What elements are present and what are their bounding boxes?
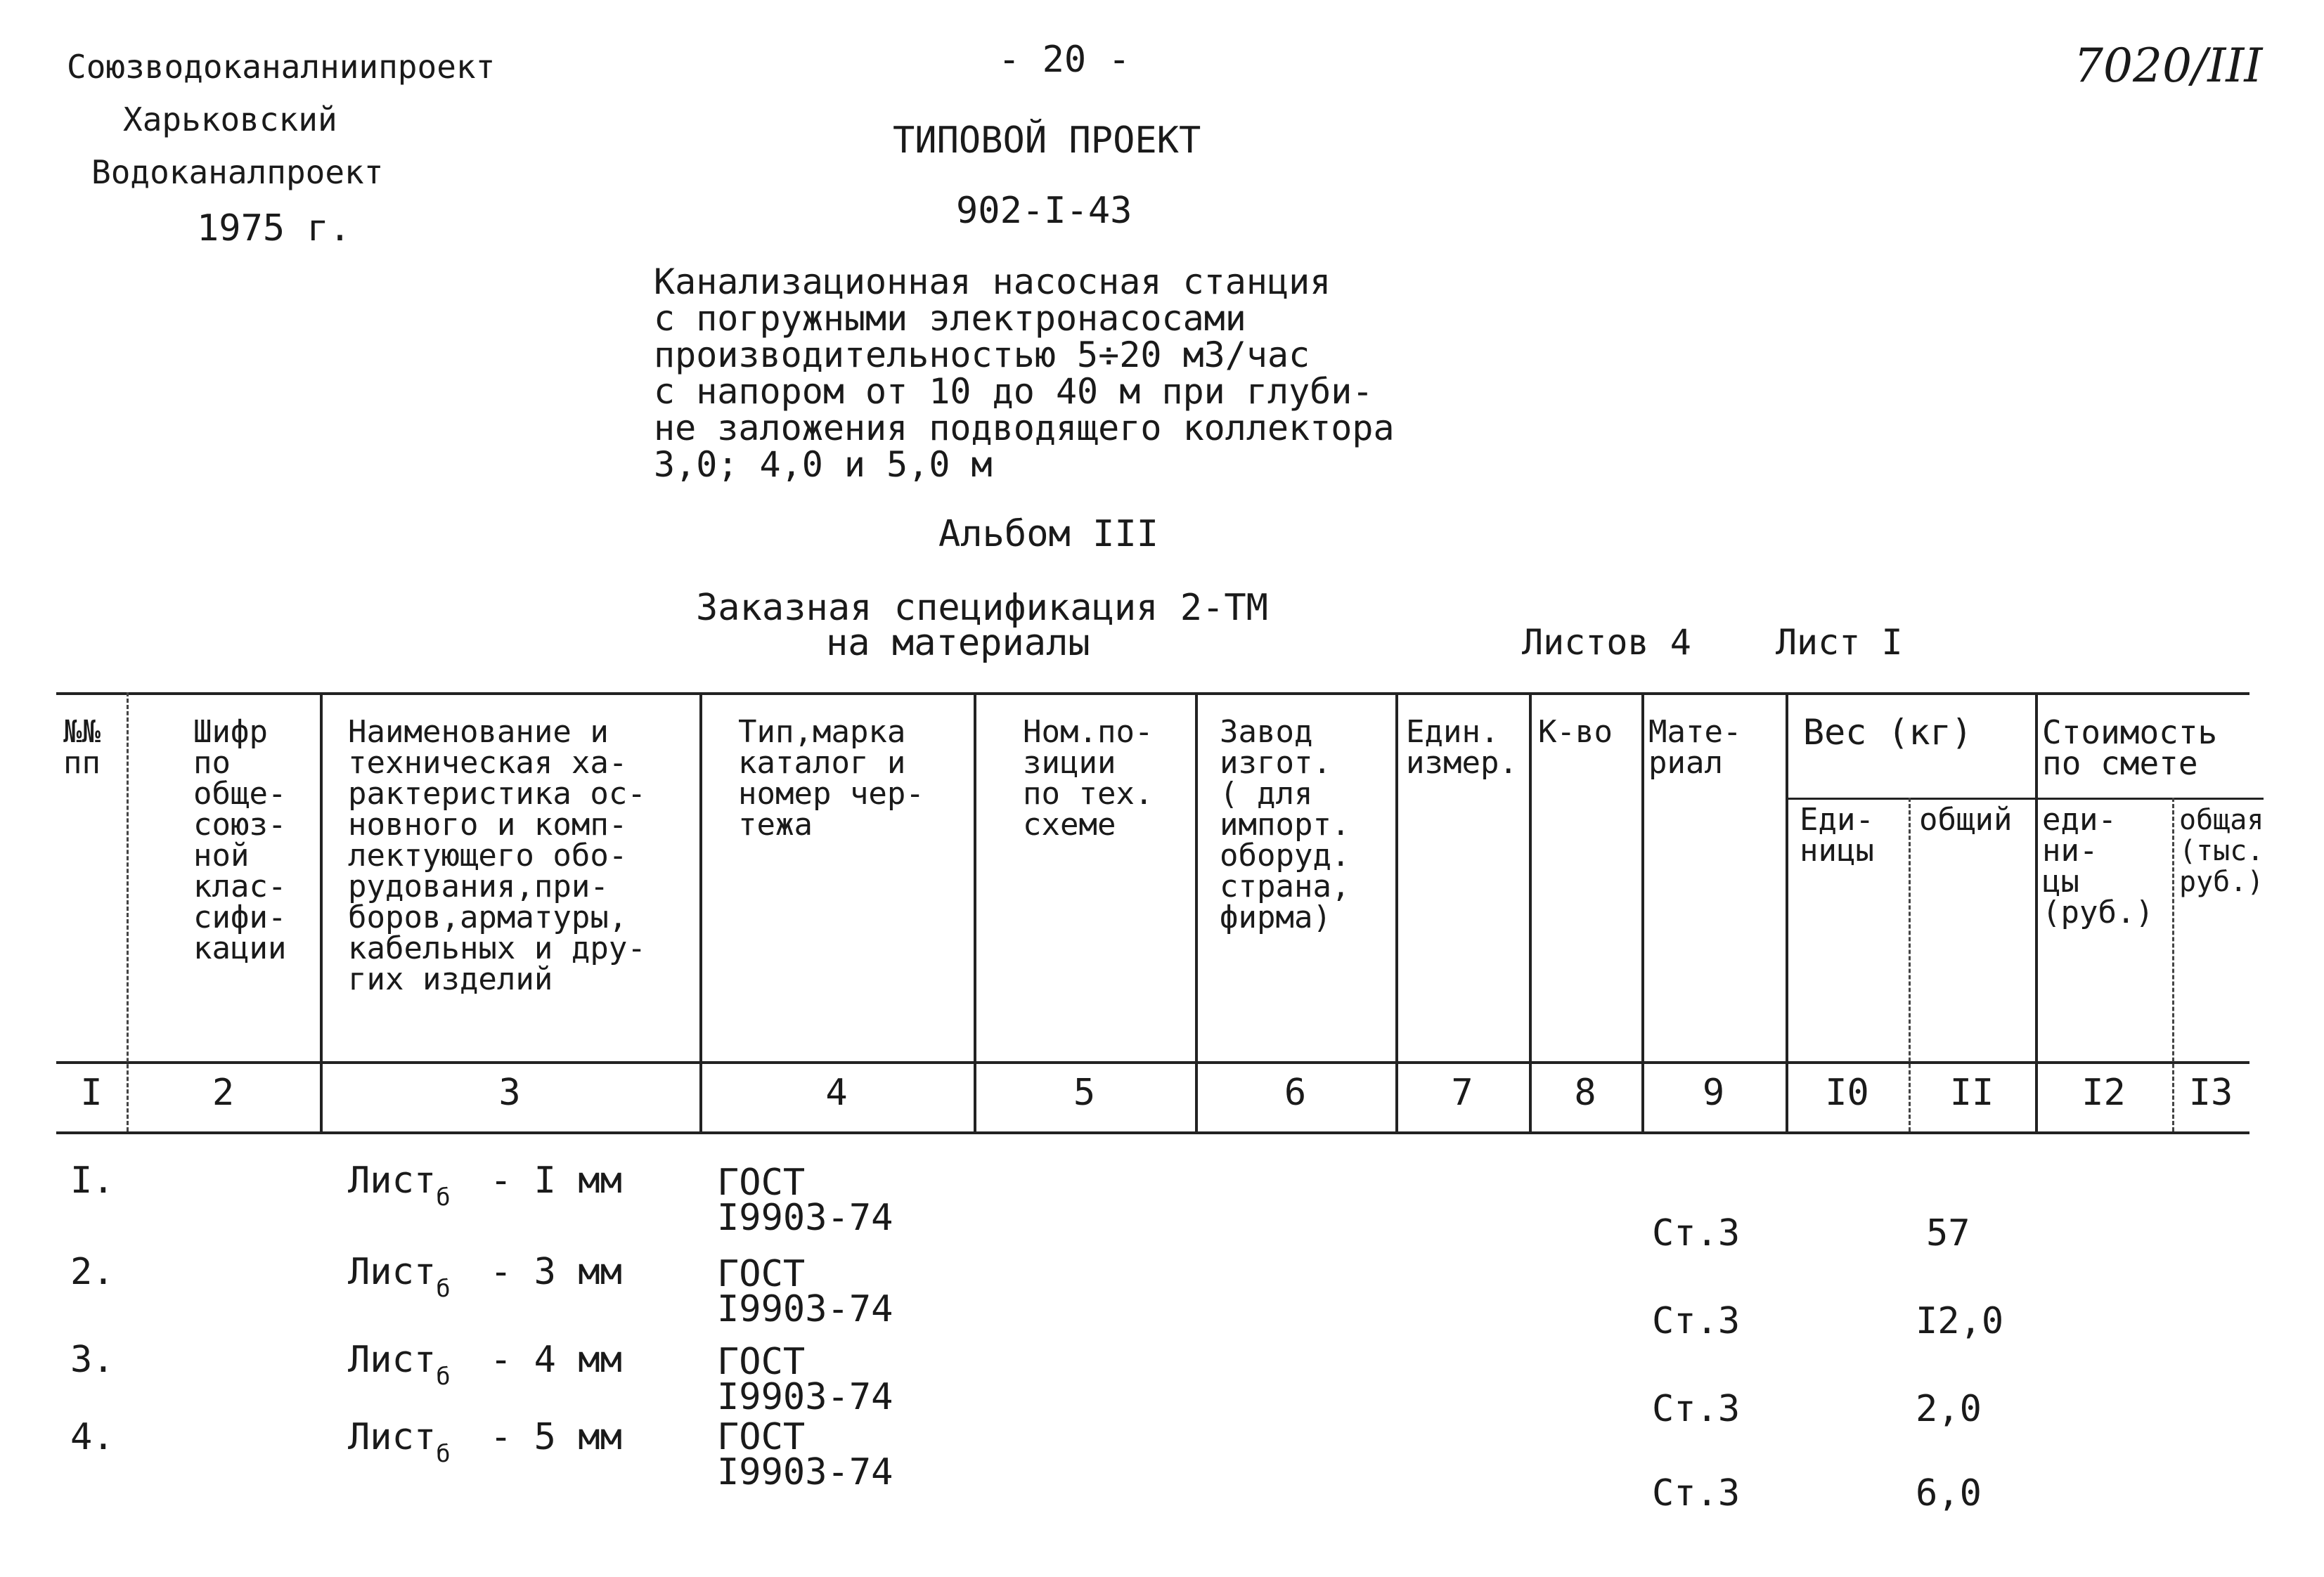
- page-number: - 20 -: [998, 39, 1130, 81]
- header-col-10: Еди- ницы: [1800, 802, 1874, 869]
- org-name-line-3: Водоканалпроект: [91, 153, 384, 191]
- row-material: Ст.3: [1652, 1300, 1741, 1342]
- column-number-1: I: [80, 1072, 103, 1114]
- header-col-4: Тип,марка каталог и номер чер- тежа: [738, 714, 924, 843]
- col-divider-3: [699, 692, 702, 1131]
- header-cost-group: Стоимость по смете: [2042, 713, 2218, 782]
- row-material: Ст.3: [1652, 1472, 1741, 1514]
- col-divider-8: [1641, 692, 1644, 1131]
- header-col-5: Ном.по- зиции по тех. схеме: [1023, 714, 1154, 843]
- col-divider-2: [320, 692, 323, 1131]
- column-number-2: 2: [212, 1072, 235, 1114]
- header-col-9: Мате- риал: [1648, 714, 1742, 781]
- column-number-5: 5: [1073, 1072, 1096, 1114]
- col-divider-6: [1395, 692, 1398, 1131]
- spec-table-header: [56, 692, 2278, 1142]
- column-number-12: I2: [2081, 1072, 2126, 1114]
- document-code: 7020/III: [2074, 39, 2263, 93]
- header-col-1: №№ пп: [63, 714, 101, 781]
- column-number-11: II: [1949, 1072, 1994, 1114]
- header-bottom-border: [56, 1061, 2249, 1064]
- row-weight-total: 57: [1926, 1212, 1970, 1254]
- row-weight-total: 6,0: [1916, 1472, 1982, 1514]
- org-year: 1975 г.: [197, 207, 351, 249]
- column-number-9: 9: [1702, 1072, 1725, 1114]
- col-divider-9: [1786, 692, 1788, 1131]
- header-col-3: Наименование и техническая ха- рактеристика ос- новного и комп- лектующего обо- рудования,при- боров,арматуры, кабельных и дру- гих изделий: [348, 714, 646, 997]
- header-col-2: Шифр по обще- союз- ной клас- сифи- кации: [193, 714, 287, 966]
- sheet-current: Лист I: [1775, 622, 1903, 663]
- sheets-total: Листов 4: [1522, 622, 1691, 663]
- project-description: Канализационная насосная станция с погружными электронасосами производительностью 5÷20 м3/час с напором от 10 до 40 м при глуби- не заложения подводящего коллектора 3,0; 4,0 и 5,0 м: [654, 261, 1395, 485]
- row-number: 3.: [70, 1339, 115, 1381]
- column-numbers-bottom-border: [56, 1131, 2249, 1134]
- row-gost: ГОСТ I9903-74: [717, 1341, 893, 1418]
- header-col-7: Един. измер.: [1406, 714, 1518, 781]
- col-divider-11: [2035, 692, 2038, 1131]
- spec-subtitle: на материалы: [826, 622, 1090, 664]
- row-number: 4.: [70, 1416, 115, 1458]
- column-number-13: I3: [2188, 1072, 2233, 1114]
- row-name: Лист$_б$ - 4 мм: [348, 1339, 622, 1391]
- row-gost: ГОСТ I9903-74: [717, 1253, 893, 1330]
- row-number: 2.: [70, 1251, 115, 1293]
- column-number-4: 4: [825, 1072, 848, 1114]
- row-name: Лист$_б$ - I мм: [348, 1160, 622, 1212]
- document-title: ТИПОВОЙ ПРОЕКТ: [893, 119, 1201, 162]
- col-divider-1: [127, 692, 129, 1131]
- header-col-13: общая (тыс. руб.): [2179, 804, 2264, 898]
- col-divider-4: [974, 692, 976, 1131]
- column-number-10: I0: [1825, 1072, 1869, 1114]
- header-col-8: К-во: [1538, 714, 1613, 750]
- row-gost: ГОСТ I9903-74: [717, 1162, 893, 1239]
- album-title: Альбом III: [938, 513, 1159, 555]
- project-number: 902-I-43: [956, 190, 1132, 232]
- header-weight-group: Вес (кг): [1803, 712, 1973, 753]
- col-divider-7: [1529, 692, 1532, 1131]
- column-number-7: 7: [1451, 1072, 1473, 1114]
- row-weight-total: 2,0: [1916, 1388, 1982, 1430]
- row-material: Ст.3: [1652, 1388, 1741, 1430]
- org-name-line-1: Союзводоканалниипроект: [67, 48, 496, 86]
- row-material: Ст.3: [1652, 1212, 1741, 1254]
- header-col-6: Завод изгот. ( для импорт. оборуд. страна, фирма): [1220, 714, 1350, 935]
- sheet-info: [1522, 622, 1966, 663]
- header-col-11: общий: [1919, 802, 2013, 838]
- table-top-border: [56, 692, 2249, 695]
- column-number-3: 3: [498, 1072, 521, 1114]
- row-gost: ГОСТ I9903-74: [717, 1416, 893, 1493]
- row-name: Лист$_б$ - 5 мм: [348, 1416, 622, 1468]
- column-number-6: 6: [1284, 1072, 1307, 1114]
- spec-title: Заказная спецификация 2-ТМ: [696, 587, 1268, 629]
- col-divider-5: [1195, 692, 1198, 1131]
- row-name: Лист$_б$ - 3 мм: [348, 1251, 622, 1303]
- column-number-8: 8: [1574, 1072, 1596, 1114]
- header-col-12: еди- ни- цы (руб.): [2042, 802, 2154, 930]
- org-name-line-2: Харьковский: [123, 100, 337, 138]
- row-weight-total: I2,0: [1916, 1300, 2004, 1342]
- subheader-divider: [1786, 798, 2264, 800]
- row-number: I.: [70, 1160, 115, 1202]
